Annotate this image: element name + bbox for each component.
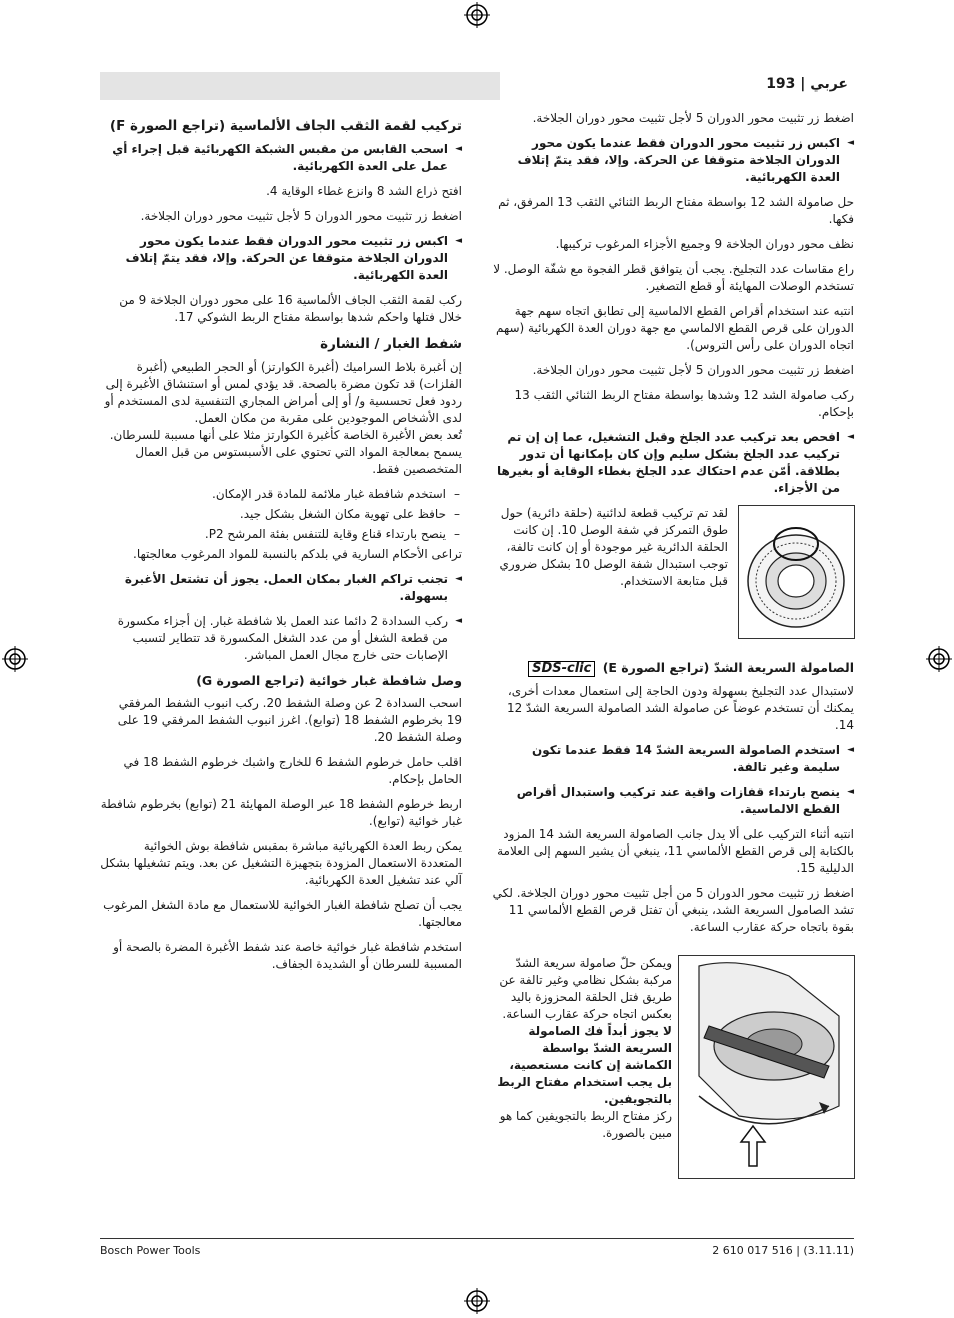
flange-ring-text <box>492 505 728 598</box>
paragraph: نظف محور دوران الجلاخة 9 وجميع الأجزاء المرغوب تركيبها. <box>555 237 854 251</box>
paragraph: تُعد بعض الأغبرة الخاصة كأغبرة الكوارتز مثلا على أنها مسببة للسرطان. يسمح بمعالجة المواد التي تحتوي على الأسبستوس من قبل العمال المتخصصين فقط. <box>109 428 462 476</box>
paragraph: لقد تم تركيب قطعة لدائنية (حلقة دائرية) حول طوق التمركز في شفة الوصل 10. إن كانت الحلقة الدائرية غير موجودة أو إن كانت تالفة، توجب استبدال شفة الوصل 10 بشكل ضروري قبل متابعة الاستخدام. <box>499 506 728 588</box>
registration-mark-right <box>926 646 952 672</box>
page-number: عربي | 193 <box>766 76 848 92</box>
paragraph: لاستبدال عدد التجليخ بسهولة ودون الحاجة إلى استعمال معدات أخرى، يمكنك أن تستخدم عوضاً عن صامولة الشد الصامولة السريعة الشدّ 12 14. <box>506 684 854 732</box>
footer-doc-number: 2 610 017 516 | (3.11.11) <box>712 1244 854 1257</box>
registration-mark-top <box>464 2 490 28</box>
left-column <box>100 118 462 981</box>
right-column <box>492 110 854 505</box>
header-page-number: 193 <box>766 76 796 92</box>
section-heading-quick-nut <box>492 659 854 677</box>
paragraph: ركب صامولة الشد 12 وشدها بواسطة مفتاح الربط الثنائي الثقب 13 بإحكام. <box>514 388 854 419</box>
wrench-figure <box>678 955 855 1179</box>
footer-rule <box>100 1238 854 1239</box>
warning-item: ◄ ينصح بارتداء قفازات واقية عند تركيب واستبدال أقراص القطع الالماسية. <box>492 784 854 818</box>
flange-ring-figure <box>738 505 855 639</box>
paragraph: ركز مفتاح الربط بالتجويفين كما هو مبين بالصورة. <box>499 1109 672 1140</box>
warning-item: ◄ افحص بعد تركيب عدد الجلخ وقبل التشغيل، عما إن إن تم تركيب عدد الجلخ بشكل سليم وإن كان بإمكانها أن تدور بطلاقة. أمّن عدم احتكاك عدد الجلخ بغطاء الوقاية أو بغيرها من الأجزاء. <box>492 429 854 497</box>
warning-item: ◄ ركب السدادة 2 دائما عند العمل بلا شافطة غبار. إن أجزاء مكسورة من قطعة الشغل أو من عدد الشغل المكسورة قد تتطاير لتسبب الإصابات حتى خارج مجال العمل المباشر. <box>100 613 462 664</box>
list-item: – ينصح بارتداء قناع وقاية للتنفس بفئة المرشح P2. <box>100 526 462 543</box>
paragraph: انتبه أثناء التركيب على ألا يدل جانب الصامولة السريعة الشد 14 المزود بالكتابة إلى قرص القطع الألماسي 11، ينبغي أن يشير السهم إلى العلامة الدليلية 15. <box>497 827 854 875</box>
wrench-illustration <box>679 956 854 1178</box>
registration-mark-left <box>2 646 28 672</box>
header-language: عربي <box>810 76 848 92</box>
paragraph: اضغط زر تثبيت محور الدوران 5 من أجل تثبيت محور دوران الجلاخة. لكي تشد الصامول السريعة الشد، ينبغي أن تفتل قرص القطع الألماسي 11 بقوة باتجاه حركة عقارب الساعة. <box>492 886 854 934</box>
paragraph: استخدم شافطة غبار خوائية خاصة عند شفط الأغبرة المضرة بالصحة أو المسببة للسرطان أو الشديدة الجفاف. <box>113 940 462 971</box>
flange-ring-illustration <box>739 506 854 638</box>
paragraph: تراعى الأحكام السارية في بلدكم بالنسبة للمواد المرغوب معالجتها. <box>133 547 462 561</box>
paragraph: اربط خرطوم الشفط 18 عبر الوصلة المهايئة 21 (توابع) بخرطوم شافطة غبار خوائية (توابع). <box>100 797 462 828</box>
paragraph: اقلب حامل خرطوم الشفط 6 للخارج واشبك خرطوم الشفط 18 في الحامل بإحكام. <box>123 755 462 786</box>
page-header <box>100 72 854 100</box>
warning-item: ◄ استخدم الصامولة السريعة الشدّ 14 فقط عندما تكون سليمة وغير تالفة. <box>492 742 854 776</box>
sds-clic-logo: SDS-clic <box>528 661 595 677</box>
registration-mark-bottom <box>464 1288 490 1314</box>
section-heading-dust-extraction: شفط الغبار / النشارة <box>320 336 462 352</box>
paragraph: اسحب السدادة 2 عن وصلة الشفط 20. ركب انبوب الشفط المرفقي 19 بخرطوم الشفط 18 (توابع). اغرز انبوب الشفط المرفقي 19 على وصلة الشفط 20. <box>117 696 462 744</box>
section-heading-core-bit: تركيب لقمة الثقب الجاف الألماسية (تراجع الصورة F) <box>109 118 462 134</box>
quick-nut-heading: الصامولة السريعة الشدّ (تراجع الصورة E) <box>602 660 854 675</box>
section-heading-vacuum: وصل شافطة غبار خوائية (تراجع الصورة G) <box>196 673 462 688</box>
paragraph: راع مقاسات عدد التجليخ. يجب أن يتوافق قطر الفجوة مع شفّة الوصل. لا تستخدم الوصلات المهايئة أو قطع التصغير. <box>493 262 854 293</box>
paragraph: اضغط زر تثبيت محور الدوران 5 لأجل تثبيت محور دوران الجلاخة. <box>532 111 854 125</box>
paragraph: اضغط زر تثبيت محور الدوران 5 لأجل تثبيت محور دوران الجلاخة. <box>532 363 854 377</box>
list-item: – استخدم شافطة غبار ملائمة للمادة قدر الإمكان. <box>100 486 462 503</box>
right-column-lower <box>492 655 854 944</box>
paragraph: يمكن ربط العدة الكهربائية مباشرة بمقبس شافطة بوش الخوائية المتعددة الاستعمال المزودة بتجهيزة التشغيل عن بعد. ويتم تشغيلها بشكل آلي عند تشغيل العدة الكهربائية. <box>100 839 462 887</box>
warning-item: ◄ اكبس زر تثبيت محور الدوران فقط عندما يكون محور الدوران الجلاخة متوقفا عن الحركة. وإلا، فقد يتمّ إتلاف العدة الكهربائية. <box>492 135 854 186</box>
bold-warning: لا يجوز أبداً فك الصامولة السريعة الشدّ بواسطة الكماشة إن كانت مستعصية، بل يجب استخدام مفتاح الربط بالتجويفين. <box>497 1024 672 1106</box>
list-item: – حافظ على تهوية مكان الشغل بشكل جيد. <box>100 506 462 523</box>
paragraph: حل صامولة الشد 12 بواسطة مفتاح الربط الثنائي الثقب 13 المرفق، ثم فكها. <box>498 195 854 226</box>
warning-item: ◄ تجنب تراكم الغبار بمكان العمل. يجوز أن تشتعل الأغبرة بسهولة. <box>100 571 462 605</box>
paragraph: ويمكن حلّ صامولة سريعة الشدّ مركبة بشكل نظامي وغير تالفة عن طريق فتل الحلقة المحزوزة باليد بعكس اتجاه حركة عقارب الساعة. <box>499 956 672 1021</box>
paragraph: انتبه عند استخدام أقراص القطع الالماسية إلى تطابق اتجاه سهم جهة الدوران على قرص القطع الالماسي مع جهة دوران العدة الكهربائية (سهم اتجاه الدوران على رأس التروس). <box>495 304 854 352</box>
header-bar <box>100 72 500 100</box>
warning-item: ◄ اسحب القابس من مقبس الشبكة الكهربائية قبل إجراء أي عمل على العدة الكهربائية. <box>100 141 462 175</box>
paragraph: إن أغبرة بلاط السراميك (أغبرة الكوارتز) أو الحجر الطبيعي (أغبرة الفلزات) قد تكون مضرة بالصحة. قد يؤدي لمس أو استنشاق الأغبرة إلى ردود فعل تحسسية و/ أو إلى أمراض المجاري التنفسية لدى المستخدم أو لدى الأشخاص الموجودين على مقربة من مكان العمل. <box>104 360 462 425</box>
paragraph: ركب لقمة الثقب الجاف الألماسية 16 على محور دوران الجلاخة 9 من خلال فتلها واحكم شدها بواسطة مفتاح الربط الشوكي 17. <box>119 293 462 324</box>
paragraph: يجب أن تصلح شافطة الغبار الخوائية للاستعمال مع مادة الشغل المرغوب معالجتها. <box>103 898 462 929</box>
paragraph: افتح ذراع الشد 8 وانزع غطاء الوقاية 4. <box>266 184 462 198</box>
footer-brand: Bosch Power Tools <box>100 1244 201 1257</box>
paragraph: اضغط زر تثبيت محور الدوران 5 لأجل تثبيت محور دوران الجلاخة. <box>140 209 462 223</box>
warning-item: ◄ اكبس زر تثبيت محور الدوران فقط عندما يكون محور الدوران الجلاخة متوقفا عن الحركة. وإلا، فقد يتمّ إتلاف العدة الكهربائية. <box>100 233 462 284</box>
wrench-text <box>492 955 672 1150</box>
